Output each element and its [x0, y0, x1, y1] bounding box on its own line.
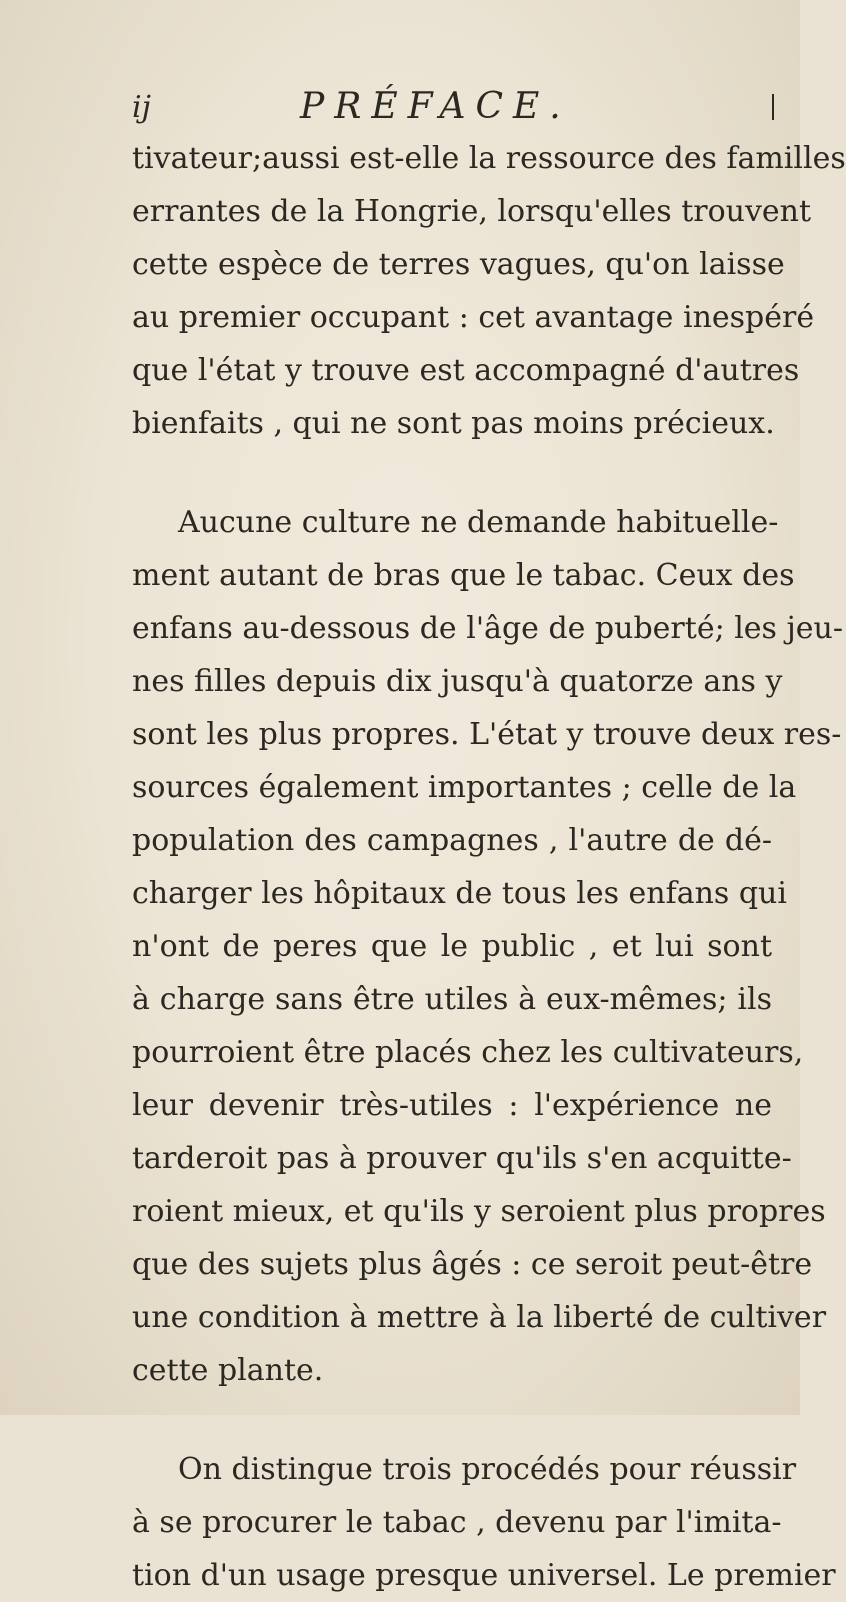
paragraph-gap [132, 450, 772, 496]
text-line: tivateur;aussi est-elle la ressource des familles [132, 141, 846, 176]
text-line: n'ont de peres que le public , et lui sont [132, 929, 772, 964]
text-line: tarderoit pas à prouver qu'ils s'en acquitte- [132, 1141, 792, 1176]
running-title: PRÉFACE. [300, 86, 571, 127]
body-text [132, 132, 846, 1602]
text-line: charger les hôpitaux de tous les enfans qui [132, 876, 787, 911]
text-line: sources également importantes ; celle de la [132, 770, 797, 805]
text-line: cette espèce de terres vagues, qu'on laisse [132, 247, 785, 282]
page-number: ij [132, 90, 151, 125]
text-line: pourroient être placés chez les cultivateurs, [132, 1035, 804, 1070]
text-line: sont les plus propres. L'état y trouve deux res- [132, 717, 842, 752]
text-line: On distingue trois procédés pour réussir [178, 1452, 797, 1487]
text-line: à charge sans être utiles à eux-mêmes; ils [132, 982, 772, 1017]
page-header [132, 86, 772, 136]
text-line: Aucune culture ne demande habituelle- [178, 505, 779, 540]
header-rule [772, 94, 774, 120]
text-line: tion d'un usage presque universel. Le premier [132, 1558, 836, 1593]
text-line: que l'état y trouve est accompagné d'autres [132, 353, 800, 388]
text-line: que des sujets plus âgés : ce seroit peut-être [132, 1247, 813, 1282]
text-line: bienfaits , qui ne sont pas moins précieux. [132, 406, 775, 441]
text-line: errantes de la Hongrie, lorsqu'elles trouvent [132, 194, 812, 229]
text-line: population des campagnes , l'autre de dé- [132, 823, 772, 858]
text-line: une condition à mettre à la liberté de cultiver [132, 1300, 827, 1335]
text-line: ment autant de bras que le tabac. Ceux des [132, 558, 795, 593]
paragraph-1 [132, 132, 846, 450]
paragraph-gap [132, 1397, 772, 1443]
text-line: nes filles depuis dix jusqu'à quatorze ans y [132, 664, 783, 699]
paragraph-2 [132, 496, 844, 1397]
text-line: à se procurer le tabac , devenu par l'imita- [132, 1505, 782, 1540]
text-line: cette plante. [132, 1353, 324, 1388]
paragraph-3 [132, 1443, 836, 1602]
text-line: au premier occupant : cet avantage inespéré [132, 300, 815, 335]
text-line: leur devenir très-utiles : l'expérience ne [132, 1088, 772, 1123]
text-line: enfans au-dessous de l'âge de puberté; les jeu- [132, 611, 844, 646]
text-line: roient mieux, et qu'ils y seroient plus propres [132, 1194, 826, 1229]
